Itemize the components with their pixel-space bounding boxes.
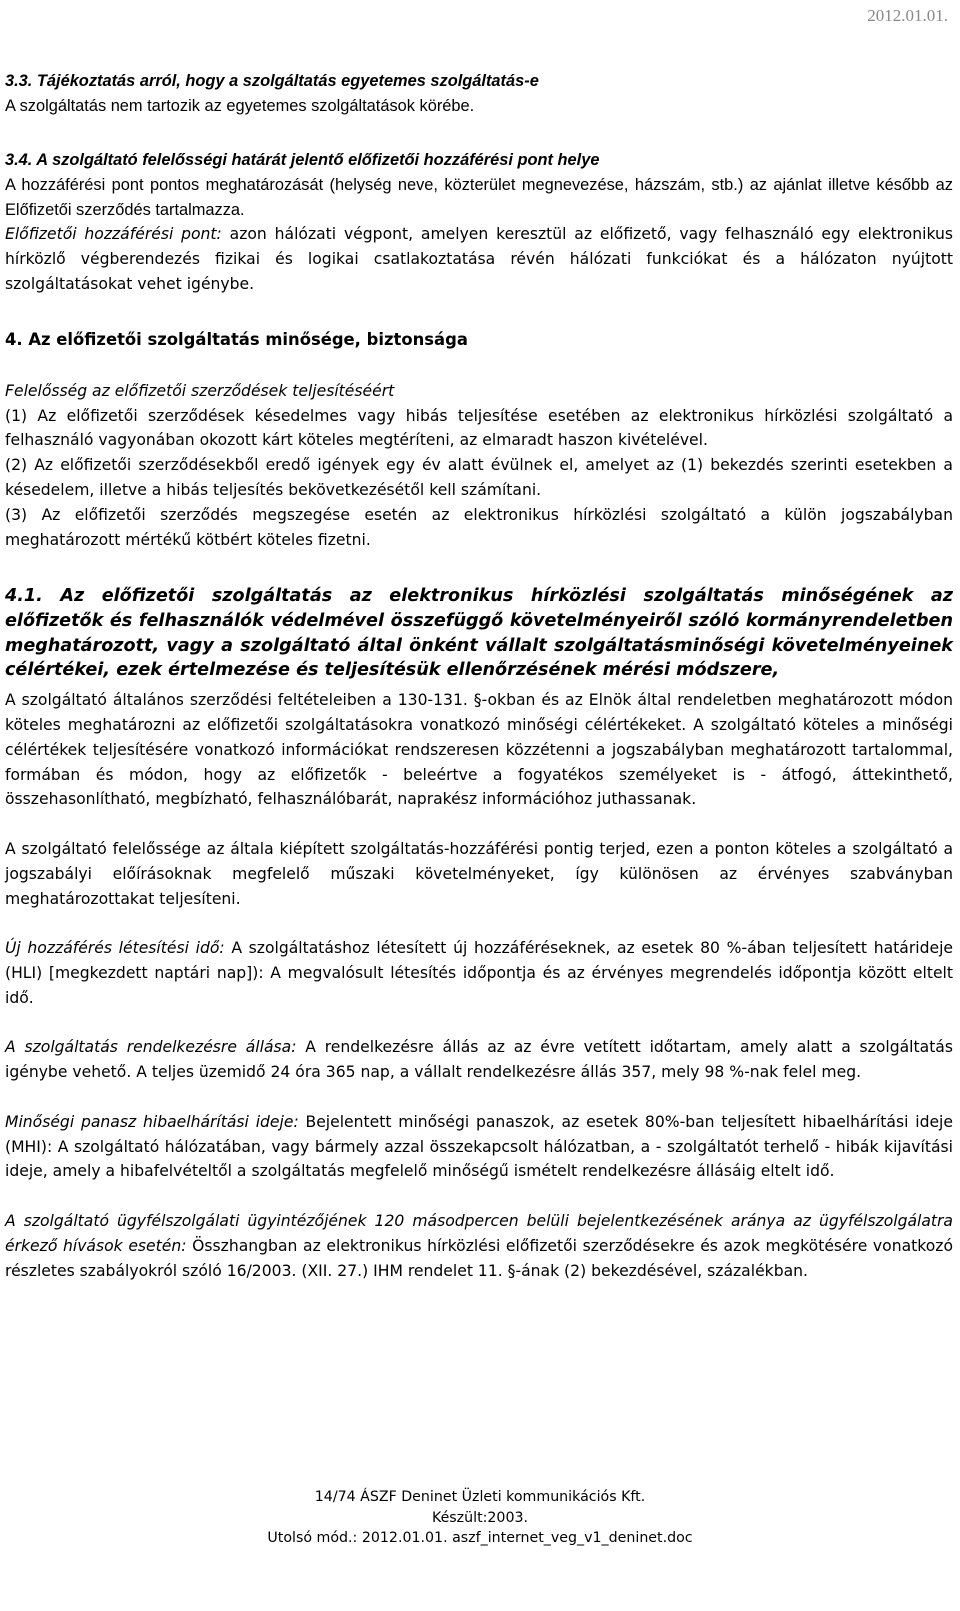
section-4 xyxy=(5,328,953,552)
paragraph-1: (1) Az előfizetői szerződések késedelmes vagy hibás teljesítése esetében az elektronikus hírközlési szolgáltató a felhasználó vagyonában okozott kárt köteles megtéríteni, az elmaradt haszon kivételével. xyxy=(5,406,953,450)
section-3-3 xyxy=(5,69,953,119)
responsibility-paragraph: A szolgáltató felelőssége az általa kiépített szolgáltatás-hozzáférési pontig terjed, ezen a ponton köteles a szolgáltató a jogszabályi előírásoknak megfelelő műszaki követelményeket, így különösen az érvényes szabványban meghatározottakat teljesíteni. xyxy=(5,839,953,908)
footer-line-3: Utolsó mód.: 2012.01.01. aszf_internet_veg_v1_deninet.doc xyxy=(267,1530,693,1546)
complaint-term: Minőségi panasz hibaelhárítási ideje: xyxy=(5,1112,299,1131)
access-point-definition xyxy=(5,222,953,296)
section-4-1 xyxy=(5,584,953,1283)
section-3-4 xyxy=(5,148,953,297)
definition-text: azon hálózati végpont, amelyen keresztül az előfizető, vagy felhasználó egy elektronikus hírközlő végberendezés fizikai és logikai csatlakoztatása révén hálózati funkciókat és a hálózaton nyújtott szolgáltatásokat vehet igénybe. xyxy=(5,225,953,293)
definition-term: Előfizetői hozzáférési pont: xyxy=(5,225,222,244)
section-3-3-title: 3.3. Tájékoztatás arról, hogy a szolgáltatás egyetemes szolgáltatás-e xyxy=(5,72,539,90)
page-footer xyxy=(0,1487,960,1549)
complaint-paragraph: Minőségi panasz hibaelhárítási ideje: Bejelentett minőségi panaszok, az esetek 80%-ban teljesített hibaelhárítási ideje (MHI): A szolgáltató hálózatában, vagy bármely azzal összekapcsolt hálózatban, a - szolgáltatót terhelő - hibák kijavítási ideje, amely a hibafelvételtől a szolgáltatás megfelelő minőségű ismételt rendelkezésre állásáig eltelt idő. xyxy=(5,1112,953,1181)
customer-service-paragraph: A szolgáltató ügyfélszolgálati ügyintézőjének 120 másodpercen belüli bejelentkezésének aránya az ügyfélszolgálatra érkező hívások esetén: Összhangban az elektronikus hírközlési előfizetői szerződésekre és azok megkötésére vonatkozó részletes szabályokról szóló 16/2003. (XII. 27.) IHM rendelet 11. §-ának (2) bekezdésével, százalékban. xyxy=(5,1211,953,1280)
footer-line-2: Készült:2003. xyxy=(431,1509,529,1526)
paragraph-3: (3) Az előfizetői szerződés megszegése esetén az elektronikus hírközlési szolgáltató a külön jogszabályban meghatározott mértékű kötbért köteles fizetni. xyxy=(5,505,953,549)
section-3-4-title: 3.4. A szolgáltató felelősségi határát jelentő előfizetői hozzáférési pont helye xyxy=(5,151,600,169)
section-4-subtitle: Felelősség az előfizetői szerződések teljesítéséért xyxy=(5,381,395,400)
availability-term: A szolgáltatás rendelkezésre állása: xyxy=(5,1038,297,1057)
header-date: 2012.01.01. xyxy=(867,6,948,25)
customer-service-term: A szolgáltató ügyfélszolgálati ügyintézőjének 120 másodpercen belüli bejelentkezésének aránya az ügyfélszolgálatra érkező hívások esetén: xyxy=(5,1211,953,1255)
new-access-term: Új hozzáférés létesítési idő: xyxy=(5,939,225,958)
section-4-1-title: 4.1. Az előfizetői szolgáltatás az elektronikus hírközlési szolgáltatás minőségének az előfizetők és felhasználók védelmével összefüggő követelményeiről szóló kormányrendeletben meghatározott, vagy a szolgáltató által önként vállalt szolgáltatásminőségi követelményeinek célértékei, ezek értelmezése és teljesítésük ellenőrzésének mérési módszere, xyxy=(5,586,953,681)
availability-paragraph: A szolgáltatás rendelkezésre állása: A rendelkezésre állás az az évre vetített időtartam, amely alatt a szolgáltatás igénybe vehető. A teljes üzemidő 24 óra 365 nap, a vállalt rendelkezésre állás 357, mely 98 %-nak felel meg. xyxy=(5,1038,953,1082)
section-3-4-text: A hozzáférési pont pontos meghatározását (helység neve, közterület megnevezése, házszám, stb.) az ajánlat illetve később az Előfizetői szerződés tartalmazza. xyxy=(5,175,953,219)
new-access-paragraph: Új hozzáférés létesítési idő: A szolgáltatáshoz létesített új hozzáféréseknek, az esetek 80 %-ában teljesített határideje (HLI) [megkezdett naptári nap]): A megvalósult létesítés időpontja és az érvényes megrendelés időpontja között eltelt idő. xyxy=(5,939,953,1007)
paragraph-2: (2) Az előfizetői szerződésekből eredő igények egy év alatt évülnek el, amelyet az (1) bekezdés szerinti esetekben a késedelem, illetve a hibás teljesítés bekövetkezésétől kell számítani. xyxy=(5,456,953,499)
section-3-3-text: A szolgáltatás nem tartozik az egyetemes szolgáltatások körébe. xyxy=(5,96,475,115)
section-4-title: 4. Az előfizetői szolgáltatás minősége, biztonsága xyxy=(5,330,468,349)
quality-paragraph: A szolgáltató általános szerződési feltételeiben a 130-131. §-okban és az Elnök által rendeletben meghatározott módon köteles meghatározni az előfizetői szolgáltatásokra vonatkozó minőségi célértékeket. A szolgáltató köteles a minőségi célértékek teljesítésére vonatkozó információkat rendszeresen közzétenni a jogszabályban meghatározott tartalommal, formában és módon, hogy az előfizetők - beleértve a fogyatékos személyeket is - átfogó, áttekinthető, összehasonlítható, megbízható, felhasználóbarát, naprakész információhoz juthassanak. xyxy=(5,691,953,809)
footer-line-1: 14/74 ÁSZF Deninet Üzleti kommunikációs Kft. xyxy=(314,1489,646,1505)
